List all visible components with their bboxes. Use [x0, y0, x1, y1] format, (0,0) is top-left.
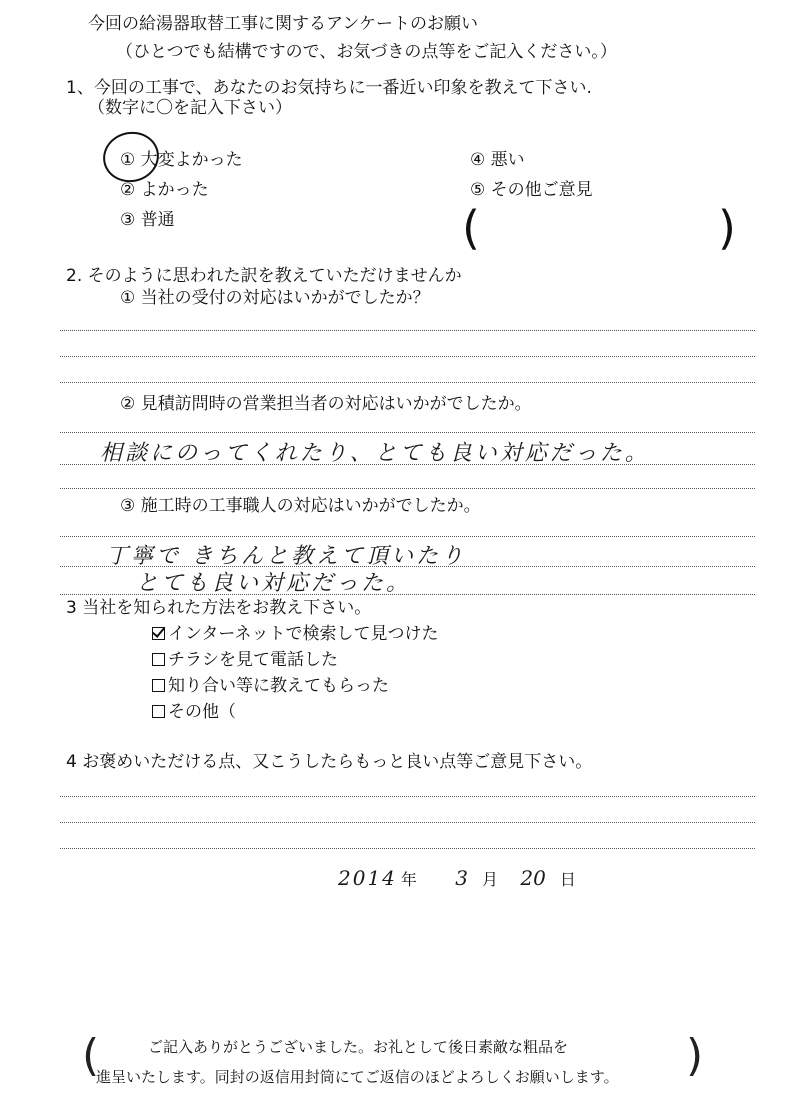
q3-option-acquaintance[interactable] [152, 676, 389, 696]
q2-sub2-rule [60, 488, 755, 489]
q3-option-internet[interactable] [152, 624, 438, 644]
checkbox-checked-icon[interactable] [152, 627, 165, 640]
q2-answer2-handwriting: 相談にのってくれたり、とても良い対応だった。 [100, 441, 650, 466]
date-field [338, 866, 576, 890]
q3-question: 3 当社を知られた方法をお教え下さい。 [66, 598, 372, 618]
q2-sub2: ② 見積訪問時の営業担当者の対応はいかがでしたか。 [120, 394, 532, 414]
date-month-unit: 月 [482, 870, 499, 889]
date-year-value: 2014 [338, 866, 397, 890]
q1-option-1[interactable]: ① 大変よかった [120, 150, 243, 170]
q2-sub1-rule [60, 382, 755, 383]
date-day-unit: 日 [559, 870, 576, 889]
q1-option-4[interactable]: ④ 悪い [470, 150, 525, 170]
q4-rule [60, 796, 755, 797]
q3-option-label: インターネットで検索して見つけた [168, 624, 439, 644]
q3-option-label: その他（ [168, 702, 236, 722]
survey-title: 今回の給湯器取替工事に関するアンケートのお願い [88, 14, 478, 34]
q1-instruction: （数字に〇を記入下さい） [88, 98, 292, 118]
footer-open-bracket: ( [82, 1030, 100, 1081]
q1-other-open-paren: ( [462, 201, 480, 255]
date-year-unit: 年 [400, 870, 417, 889]
q2-answer3-line2: とても良い対応だった。 [136, 571, 412, 596]
checkbox-icon[interactable] [152, 653, 165, 666]
q2-sub1-rule [60, 330, 755, 331]
q1-other-close-paren: ) [718, 201, 736, 255]
q2-sub3: ③ 施工時の工事職人の対応はいかがでしたか。 [120, 496, 481, 516]
q2-sub1: ① 当社の受付の対応はいかがでしたか？ [120, 288, 430, 308]
date-month-value: 3 [455, 866, 469, 890]
q2-question: 2. そのように思われた訳を教えていただけませんか [66, 266, 462, 286]
q2-answer3-line1: 丁寧で きちんと教えて頂いたり [106, 544, 466, 569]
footer-line2: 進呈いたします。同封の返信用封筒にてご返信のほどよろしくお願いします。 [96, 1068, 619, 1086]
q3-option-flyer[interactable] [152, 650, 338, 670]
q3-option-label: 知り合い等に教えてもらった [168, 676, 389, 696]
q4-question: 4 お褒めいただける点、又こうしたらもっと良い点等ご意見下さい。 [66, 752, 593, 772]
q1-question: 1、今回の工事で、あなたのお気持ちに一番近い印象を教えて下さい. [66, 78, 592, 98]
q4-rule [60, 848, 755, 849]
checkbox-icon[interactable] [152, 705, 165, 718]
q3-option-other[interactable] [152, 702, 236, 722]
footer-close-bracket: ) [686, 1030, 704, 1081]
survey-subtitle: （ひとつでも結構ですので、お気づきの点等をご記入ください。） [116, 42, 617, 62]
q2-sub3-rule [60, 536, 755, 537]
q1-option-2[interactable]: ② よかった [120, 180, 209, 200]
q2-sub1-rule [60, 356, 755, 357]
footer-line1: ご記入ありがとうございました。お礼として後日素敵な粗品を [148, 1038, 569, 1056]
q2-sub3-rule [60, 594, 755, 595]
q2-sub2-rule [60, 464, 755, 465]
q3-option-label: チラシを見て電話した [168, 650, 338, 670]
checkbox-icon[interactable] [152, 679, 165, 692]
q1-option-5[interactable]: ⑤ その他ご意見 [470, 180, 593, 200]
q2-sub2-rule [60, 432, 755, 433]
date-day-value: 20 [520, 866, 546, 890]
q1-option-3[interactable]: ③ 普通 [120, 210, 175, 230]
q4-rule [60, 822, 755, 823]
